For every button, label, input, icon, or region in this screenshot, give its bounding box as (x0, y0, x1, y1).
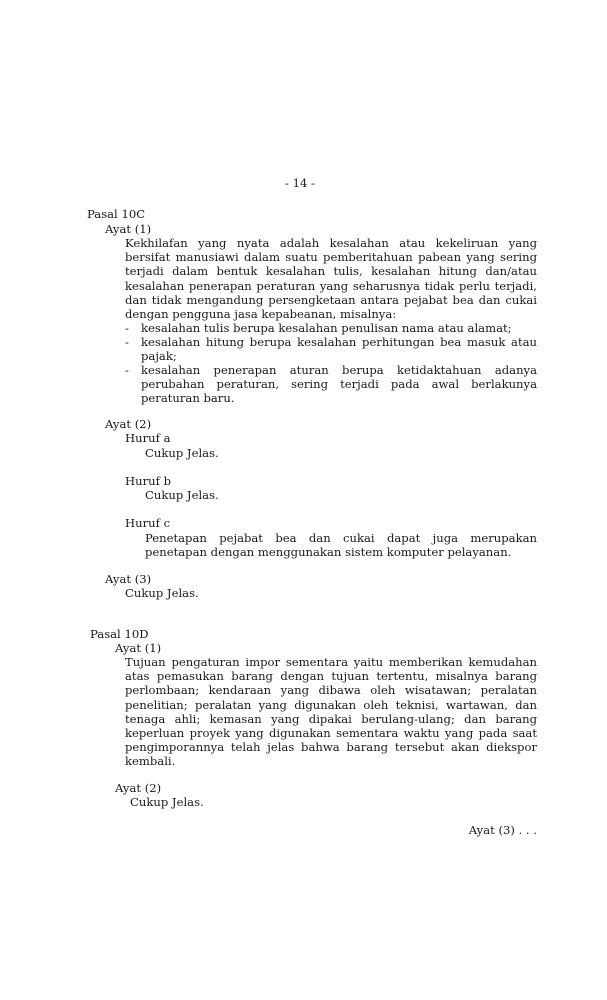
paragraph-line: tenaga ahli; kemasan yang dipakai berulang-ulang; dan barang (125, 711, 537, 726)
bullet-line: pajak; (141, 349, 177, 364)
huruf-a-label: Huruf a (125, 431, 171, 445)
huruf-c-label: Huruf c (125, 516, 171, 530)
paragraph-line: Kekhilafan yang nyata adalah kesalahan atau kekeliruan yang (125, 236, 537, 250)
paragraph-line: dengan pengguna jasa kepabeanan, misalnya: (125, 306, 397, 321)
continuation-marker: Ayat (3) . . . (468, 823, 537, 837)
paragraph-line: Penetapan pejabat bea dan cukai dapat juga merupakan (145, 531, 537, 545)
bullet-line: peraturan baru. (141, 391, 235, 406)
pasal-10c-ayat1-paragraph (125, 236, 537, 321)
paragraph-line: perlombaan; kendaraan yang dibawa oleh wisatawan; peralatan (125, 683, 537, 698)
pasal-10c-ayat3-text: Cukup Jelas. (125, 586, 199, 600)
pasal-10d-ayat2-text: Cukup Jelas. (130, 795, 204, 809)
bullet-line: perubahan peraturan, sering terjadi pada awal berlakunya (141, 377, 537, 392)
paragraph-line: penetapan dengan menggunakan sistem komputer pelayanan. (145, 545, 512, 560)
pasal-10d-ayat2-label: Ayat (2) (115, 781, 162, 795)
pasal-10d-title: Pasal 10D (90, 627, 149, 641)
paragraph-line: bersifat manusiawi dalam suatu pemberitahuan pabean yang sering (125, 250, 537, 265)
bullet-item (125, 335, 537, 363)
pasal-10c-ayat2-label: Ayat (2) (105, 417, 152, 431)
paragraph-line: keperluan proyek yang digunakan sementara waktu yang pada saat (125, 725, 537, 740)
huruf-b-label: Huruf b (125, 474, 171, 488)
pasal-10d-ayat1-paragraph (125, 655, 537, 769)
bullet-dash: - (125, 335, 129, 349)
bullet-line: kesalahan hitung berupa kesalahan perhitungan bea masuk atau (141, 335, 537, 349)
huruf-b-text: Cukup Jelas. (145, 488, 219, 502)
bullet-item (125, 321, 537, 335)
huruf-c-paragraph (145, 531, 537, 559)
pasal-10c-title: Pasal 10C (87, 207, 146, 221)
pasal-10c-ayat1-label: Ayat (1) (105, 222, 152, 236)
paragraph-line: dan tidak mengandung persengketaan antara pejabat bea dan cukai (125, 292, 537, 307)
pasal-10c-ayat3-label: Ayat (3) (105, 572, 152, 586)
huruf-a-text: Cukup Jelas. (145, 446, 219, 460)
paragraph-line: Tujuan pengaturan impor sementara yaitu memberikan kemudahan (125, 655, 537, 669)
bullet-item (125, 363, 537, 406)
bullet-line: kesalahan tulis berupa kesalahan penulisan nama atau alamat; (141, 321, 512, 335)
bullet-line: kesalahan penerapan aturan berupa ketidaktahuan adanya (141, 363, 537, 377)
page-number: - 14 - (285, 176, 315, 190)
paragraph-line: pengimporannya telah jelas bahwa barang tersebut akan diekspor (125, 740, 537, 755)
bullet-dash: - (125, 363, 129, 377)
paragraph-line: terjadi dalam bentuk kesalahan tulis, kesalahan hitung dan/atau (125, 264, 537, 279)
paragraph-line: kesalahan penerapan peraturan yang seharusnya tidak perlu terjadi, (125, 278, 537, 293)
bullet-dash: - (125, 321, 129, 335)
pasal-10d-ayat1-label: Ayat (1) (115, 641, 162, 655)
paragraph-line: atas pemasukan barang dengan tujuan tertentu, misalnya barang (125, 669, 537, 684)
paragraph-line: penelitian; peralatan yang digunakan oleh teknisi, wartawan, dan (125, 697, 537, 712)
paragraph-line: kembali. (125, 754, 176, 769)
